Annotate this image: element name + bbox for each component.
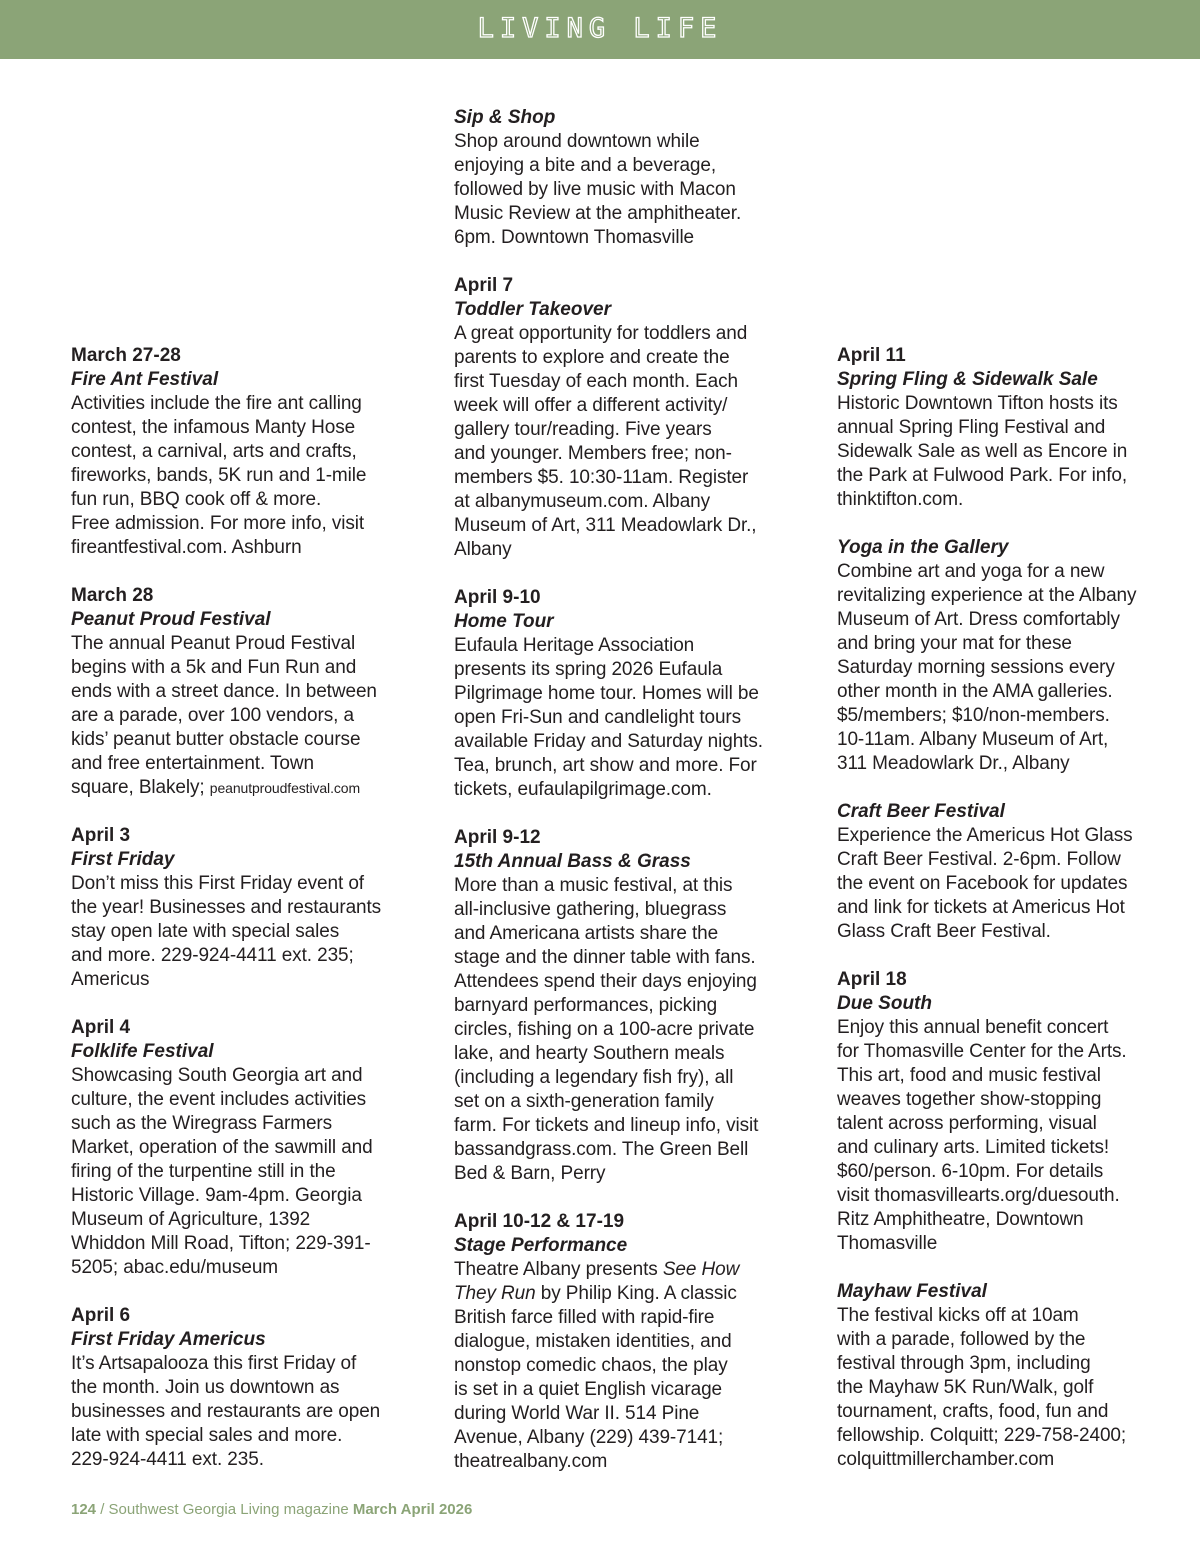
description-line: Combine art and yoga for a new <box>837 561 1105 582</box>
description-line: and free entertainment. Town <box>71 753 314 774</box>
description-line: talent across performing, visual <box>837 1113 1097 1134</box>
description-line: and bring your mat for these <box>837 633 1072 654</box>
description-line: the event on Facebook for updates <box>837 873 1128 894</box>
description-line: Ritz Amphitheatre, Downtown <box>837 1209 1084 1230</box>
event-description <box>454 874 799 1186</box>
description-line: for Thomasville Center for the Arts. <box>837 1041 1127 1062</box>
event-name: Craft Beer Festival <box>837 801 1005 822</box>
description-line: Music Review at the amphitheater. <box>454 203 742 224</box>
description-line: and more. 229-924-4411 ext. 235; <box>71 945 354 966</box>
events-column-2 <box>454 106 799 1474</box>
description-line: Museum of Art. Dress comfortably <box>837 609 1120 630</box>
description-line: and younger. Members free; non- <box>454 443 732 464</box>
description-line: thinktifton.com. <box>837 489 964 510</box>
event-listing <box>454 106 799 250</box>
description-line: gallery tour/reading. Five years <box>454 419 712 440</box>
play-title: See How <box>662 1259 740 1280</box>
event-date: April 11 <box>837 345 906 366</box>
event-name: Home Tour <box>454 611 554 632</box>
description-line: $60/person. 6-10pm. For details <box>837 1161 1104 1182</box>
event-date: April 6 <box>71 1305 131 1326</box>
description-line: the month. Join us downtown as <box>71 1377 340 1398</box>
events-column-1 <box>71 344 416 1472</box>
description-line: tickets, eufaulapilgrimage.com. <box>454 779 712 800</box>
description-line: Enjoy this annual benefit concert <box>837 1017 1109 1038</box>
event-listing <box>837 344 1182 512</box>
website-link: peanutproudfestival.com <box>209 780 361 796</box>
description-line: first Tuesday of each month. Each <box>454 371 738 392</box>
event-listing <box>71 1016 416 1280</box>
description-line: other month in the AMA galleries. <box>837 681 1113 702</box>
description-line: Don’t miss this First Friday event of <box>71 873 364 894</box>
description-line: Glass Craft Beer Festival. <box>837 921 1051 942</box>
description-line: tournament, crafts, food, fun and <box>837 1401 1109 1422</box>
event-date: March 27-28 <box>71 345 181 366</box>
description-line: lake, and hearty Southern meals <box>454 1043 725 1064</box>
description-line: stay open late with special sales <box>71 921 340 942</box>
description-line: Avenue, Albany (229) 439-7141; <box>454 1427 724 1448</box>
description-line: Eufaula Heritage Association <box>454 635 695 656</box>
description-line: and Americana artists share the <box>454 923 719 944</box>
play-title: They Run <box>454 1283 536 1304</box>
event-name: Peanut Proud Festival <box>71 609 271 630</box>
event-listing <box>71 584 416 800</box>
description-line: members $5. 10:30-11am. Register <box>454 467 749 488</box>
description-line: nonstop comedic chaos, the play <box>454 1355 728 1376</box>
event-description <box>71 632 416 800</box>
description-line: and culinary arts. Limited tickets! <box>837 1137 1110 1158</box>
description-line: colquittmillerchamber.com <box>837 1449 1055 1470</box>
description-line: 229-924-4411 ext. 235. <box>71 1449 264 1470</box>
description-line: at albanymuseum.com. Albany <box>454 491 711 512</box>
description-line: Attendees spend their days enjoying <box>454 971 757 992</box>
event-description <box>71 392 416 560</box>
description-line: Museum of Agriculture, 1392 <box>71 1209 311 1230</box>
description-line: Free admission. For more info, visit <box>71 513 365 534</box>
event-description <box>454 322 799 562</box>
event-name: Spring Fling & Sidewalk Sale <box>837 369 1098 390</box>
description-line: enjoying a bite and a beverage, <box>454 155 717 176</box>
description-line: and link for tickets at Americus Hot <box>837 897 1125 918</box>
event-description <box>454 130 799 250</box>
page-number: 124 <box>71 1501 97 1518</box>
event-listing <box>454 1210 799 1474</box>
event-description <box>837 1304 1182 1472</box>
page-footer <box>71 1500 472 1520</box>
event-description <box>837 824 1182 944</box>
event-listing <box>454 274 799 562</box>
event-name: Folklife Festival <box>71 1041 214 1062</box>
event-listing <box>71 824 416 992</box>
description-line: 311 Meadowlark Dr., Albany <box>837 753 1070 774</box>
description-line: the Park at Fulwood Park. For info, <box>837 465 1128 486</box>
event-listing <box>837 968 1182 1256</box>
description-line: ends with a street dance. In between <box>71 681 377 702</box>
description-line: Museum of Art, 311 Meadowlark Dr., <box>454 515 757 536</box>
description-line: parents to explore and create the <box>454 347 730 368</box>
description-line: is set in a quiet English vicarage <box>454 1379 723 1400</box>
event-name: Stage Performance <box>454 1235 628 1256</box>
description-line: $5/members; $10/non-members. <box>837 705 1110 726</box>
description-line: fun run, BBQ cook off & more. <box>71 489 322 510</box>
section-header-bar <box>0 0 1200 59</box>
description-line: barnyard performances, picking <box>454 995 718 1016</box>
event-listing <box>71 344 416 560</box>
description-line: the year! Businesses and restaurants <box>71 897 382 918</box>
event-name: Yoga in the Gallery <box>837 537 1009 558</box>
description-line: The festival kicks off at 10am <box>837 1305 1079 1326</box>
description-line: culture, the event includes activities <box>71 1089 367 1110</box>
description-line: Market, operation of the sawmill and <box>71 1137 373 1158</box>
event-description <box>454 634 799 802</box>
description-line: Historic Downtown Tifton hosts its <box>837 393 1118 414</box>
description-line: annual Spring Fling Festival and <box>837 417 1106 438</box>
description-line: Showcasing South Georgia art and <box>71 1065 363 1086</box>
description-line: fellowship. Colquitt; 229-758-2400; <box>837 1425 1127 1446</box>
description-line: 6pm. Downtown Thomasville <box>454 227 695 248</box>
description-text: Theatre Albany presents <box>454 1259 663 1280</box>
event-name: Toddler Takeover <box>454 299 611 320</box>
event-date: April 9-12 <box>454 827 541 848</box>
event-name: First Friday <box>71 849 175 870</box>
description-line: circles, fishing on a 100-acre private <box>454 1019 755 1040</box>
description-line: fireworks, bands, 5K run and 1-mile <box>71 465 367 486</box>
description-line <box>454 1282 799 1306</box>
description-line: theatrealbany.com <box>454 1451 608 1472</box>
event-description <box>837 392 1182 512</box>
description-line <box>71 776 416 800</box>
event-name: Mayhaw Festival <box>837 1281 987 1302</box>
description-line: late with special sales and more. <box>71 1425 343 1446</box>
description-line: Historic Village. 9am-4pm. Georgia <box>71 1185 362 1206</box>
description-line: visit thomasvillearts.org/duesouth. <box>837 1185 1120 1206</box>
event-date: April 7 <box>454 275 514 296</box>
description-line: A great opportunity for toddlers and <box>454 323 748 344</box>
publication-name: / Southwest Georgia Living magazine <box>96 1501 353 1518</box>
description-line: fireantfestival.com. Ashburn <box>71 537 302 558</box>
description-line: contest, the infamous Manty Hose <box>71 417 356 438</box>
event-listing <box>837 800 1182 944</box>
event-listing <box>71 1304 416 1472</box>
description-line: businesses and restaurants are open <box>71 1401 381 1422</box>
description-line: Tea, brunch, art show and more. For <box>454 755 757 776</box>
event-name: Due South <box>837 993 932 1014</box>
event-name: First Friday Americus <box>71 1329 266 1350</box>
description-line: during World War II. 514 Pine <box>454 1403 700 1424</box>
description-line: Thomasville <box>837 1233 938 1254</box>
description-line: presents its spring 2026 Eufaula <box>454 659 723 680</box>
event-listing <box>454 826 799 1186</box>
description-line: Sidewalk Sale as well as Encore in <box>837 441 1128 462</box>
event-listing <box>837 536 1182 776</box>
description-line: The annual Peanut Proud Festival <box>71 633 356 654</box>
description-line: Albany <box>454 539 512 560</box>
event-date: April 3 <box>71 825 131 846</box>
description-line: all-inclusive gathering, bluegrass <box>454 899 727 920</box>
description-line: weaves together show-stopping <box>837 1089 1102 1110</box>
description-line: Craft Beer Festival. 2-6pm. Follow <box>837 849 1121 870</box>
event-description <box>71 1352 416 1472</box>
event-description <box>837 560 1182 776</box>
description-line: begins with a 5k and Fun Run and <box>71 657 357 678</box>
description-line: dialogue, mistaken identities, and <box>454 1331 732 1352</box>
description-line: revitalizing experience at the Albany <box>837 585 1137 606</box>
description-line: contest, a carnival, arts and crafts, <box>71 441 357 462</box>
description-line: available Friday and Saturday nights. <box>454 731 763 752</box>
description-line: Pilgrimage home tour. Homes will be <box>454 683 759 704</box>
description-line: (including a legendary fish fry), all <box>454 1067 734 1088</box>
section-title: LIVING LIFE <box>477 13 723 44</box>
description-line: open Fri-Sun and candlelight tours <box>454 707 742 728</box>
event-description <box>71 1064 416 1280</box>
description-line: Americus <box>71 969 150 990</box>
description-text: square, Blakely; <box>71 777 210 798</box>
event-description <box>837 1016 1182 1256</box>
description-line: farm. For tickets and lineup info, visit <box>454 1115 759 1136</box>
description-line: kids’ peanut butter obstacle course <box>71 729 361 750</box>
description-text: by Philip King. A classic <box>535 1283 737 1304</box>
event-name: Sip & Shop <box>454 107 556 128</box>
event-listing <box>454 586 799 802</box>
description-line: Bed & Barn, Perry <box>454 1163 606 1184</box>
event-date: April 4 <box>71 1017 131 1038</box>
description-line: British farce filled with rapid-fire <box>454 1307 715 1328</box>
issue-date: March April 2026 <box>352 1501 473 1518</box>
event-name: 15th Annual Bass & Grass <box>454 851 691 872</box>
description-line: Whiddon Mill Road, Tifton; 229-391- <box>71 1233 371 1254</box>
description-line: week will offer a different activity/ <box>454 395 728 416</box>
description-line: Shop around downtown while <box>454 131 700 152</box>
description-line: set on a sixth-generation family <box>454 1091 714 1112</box>
events-column-3 <box>837 344 1182 1472</box>
description-line <box>454 1258 799 1282</box>
event-date: April 10-12 & 17-19 <box>454 1211 625 1232</box>
description-line: Activities include the fire ant calling <box>71 393 362 414</box>
description-line: This art, food and music festival <box>837 1065 1101 1086</box>
description-line: Saturday morning sessions every <box>837 657 1115 678</box>
description-line: More than a music festival, at this <box>454 875 733 896</box>
description-line: 5205; abac.edu/museum <box>71 1257 279 1278</box>
description-line: bassandgrass.com. The Green Bell <box>454 1139 749 1160</box>
event-date: March 28 <box>71 585 154 606</box>
description-line: followed by live music with Macon <box>454 179 736 200</box>
event-description <box>71 872 416 992</box>
description-line: stage and the dinner table with fans. <box>454 947 756 968</box>
description-line: are a parade, over 100 vendors, a <box>71 705 354 726</box>
description-line: firing of the turpentine still in the <box>71 1161 336 1182</box>
description-line: Experience the Americus Hot Glass <box>837 825 1133 846</box>
description-line: the Mayhaw 5K Run/Walk, golf <box>837 1377 1094 1398</box>
description-line: It’s Artsapalooza this first Friday of <box>71 1353 357 1374</box>
event-description <box>454 1258 799 1474</box>
event-name: Fire Ant Festival <box>71 369 219 390</box>
description-line: such as the Wiregrass Farmers <box>71 1113 333 1134</box>
description-line: 10-11am. Albany Museum of Art, <box>837 729 1109 750</box>
description-line: with a parade, followed by the <box>837 1329 1086 1350</box>
event-date: April 18 <box>837 969 907 990</box>
description-line: festival through 3pm, including <box>837 1353 1091 1374</box>
event-date: April 9-10 <box>454 587 541 608</box>
event-listing <box>837 1280 1182 1472</box>
